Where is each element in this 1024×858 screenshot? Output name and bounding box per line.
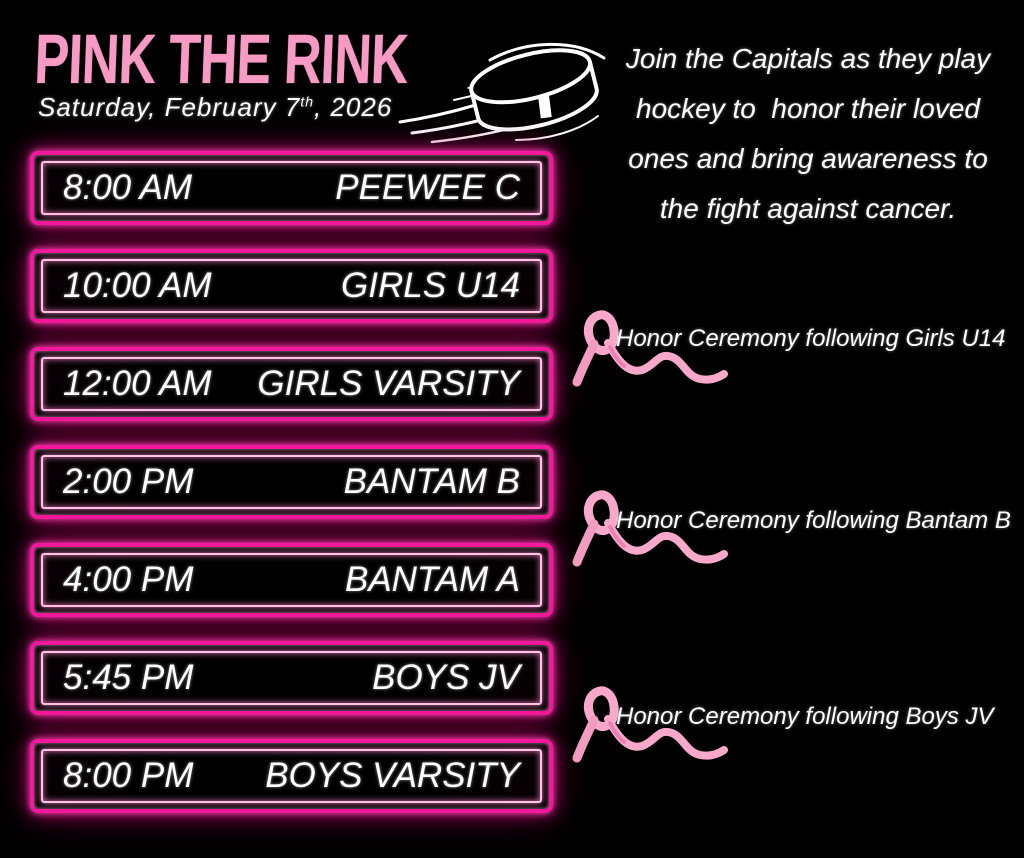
schedule-team: PEEWEE C bbox=[335, 168, 520, 207]
schedule-box bbox=[30, 445, 553, 519]
schedule-time: 10:00 AM bbox=[63, 266, 212, 305]
schedule-time: 2:00 PM bbox=[63, 462, 194, 501]
date-prefix: Saturday, February 7 bbox=[38, 92, 301, 122]
description-line: the fight against cancer. bbox=[659, 193, 957, 224]
schedule-row bbox=[41, 455, 542, 509]
schedule-box bbox=[30, 543, 553, 617]
ceremony-note: Honor Ceremony following Girls U14 bbox=[616, 325, 1006, 352]
schedule-time: 4:00 PM bbox=[63, 560, 194, 599]
event-description bbox=[606, 34, 1010, 234]
ceremony-note: Honor Ceremony following Boys JV bbox=[616, 703, 994, 730]
date-suffix: , 2026 bbox=[314, 92, 393, 122]
schedule-box bbox=[30, 347, 553, 421]
event-date bbox=[38, 92, 392, 123]
schedule-box bbox=[30, 249, 553, 323]
schedule-box bbox=[30, 641, 553, 715]
schedule-time: 8:00 AM bbox=[63, 168, 193, 207]
hockey-puck-icon bbox=[398, 34, 622, 148]
schedule-row bbox=[41, 651, 542, 705]
description-line: Join the Capitals as they play bbox=[625, 43, 991, 74]
schedule-time: 5:45 PM bbox=[63, 658, 194, 697]
schedule-box bbox=[30, 151, 553, 225]
schedule-row bbox=[41, 553, 542, 607]
event-title: PINK THE RINK bbox=[33, 20, 410, 98]
schedule-team: GIRLS VARSITY bbox=[257, 364, 520, 403]
schedule-row bbox=[41, 749, 542, 803]
description-line: ones and bring awareness to bbox=[628, 143, 988, 174]
schedule-team: BANTAM B bbox=[343, 462, 520, 501]
schedule-box bbox=[30, 739, 553, 813]
schedule-team: BOYS JV bbox=[372, 658, 520, 697]
schedule-team: BOYS VARSITY bbox=[265, 756, 520, 795]
schedule-time: 12:00 AM bbox=[63, 364, 212, 403]
schedule-row bbox=[41, 161, 542, 215]
schedule-row bbox=[41, 259, 542, 313]
schedule-team: GIRLS U14 bbox=[341, 266, 520, 305]
schedule-row bbox=[41, 357, 542, 411]
ceremony-note: Honor Ceremony following Bantam B bbox=[616, 507, 1011, 534]
schedule-time: 8:00 PM bbox=[63, 756, 194, 795]
date-ordinal: th bbox=[300, 93, 314, 110]
schedule-team: BANTAM A bbox=[344, 560, 520, 599]
description-line: hockey to honor their loved bbox=[636, 93, 980, 124]
